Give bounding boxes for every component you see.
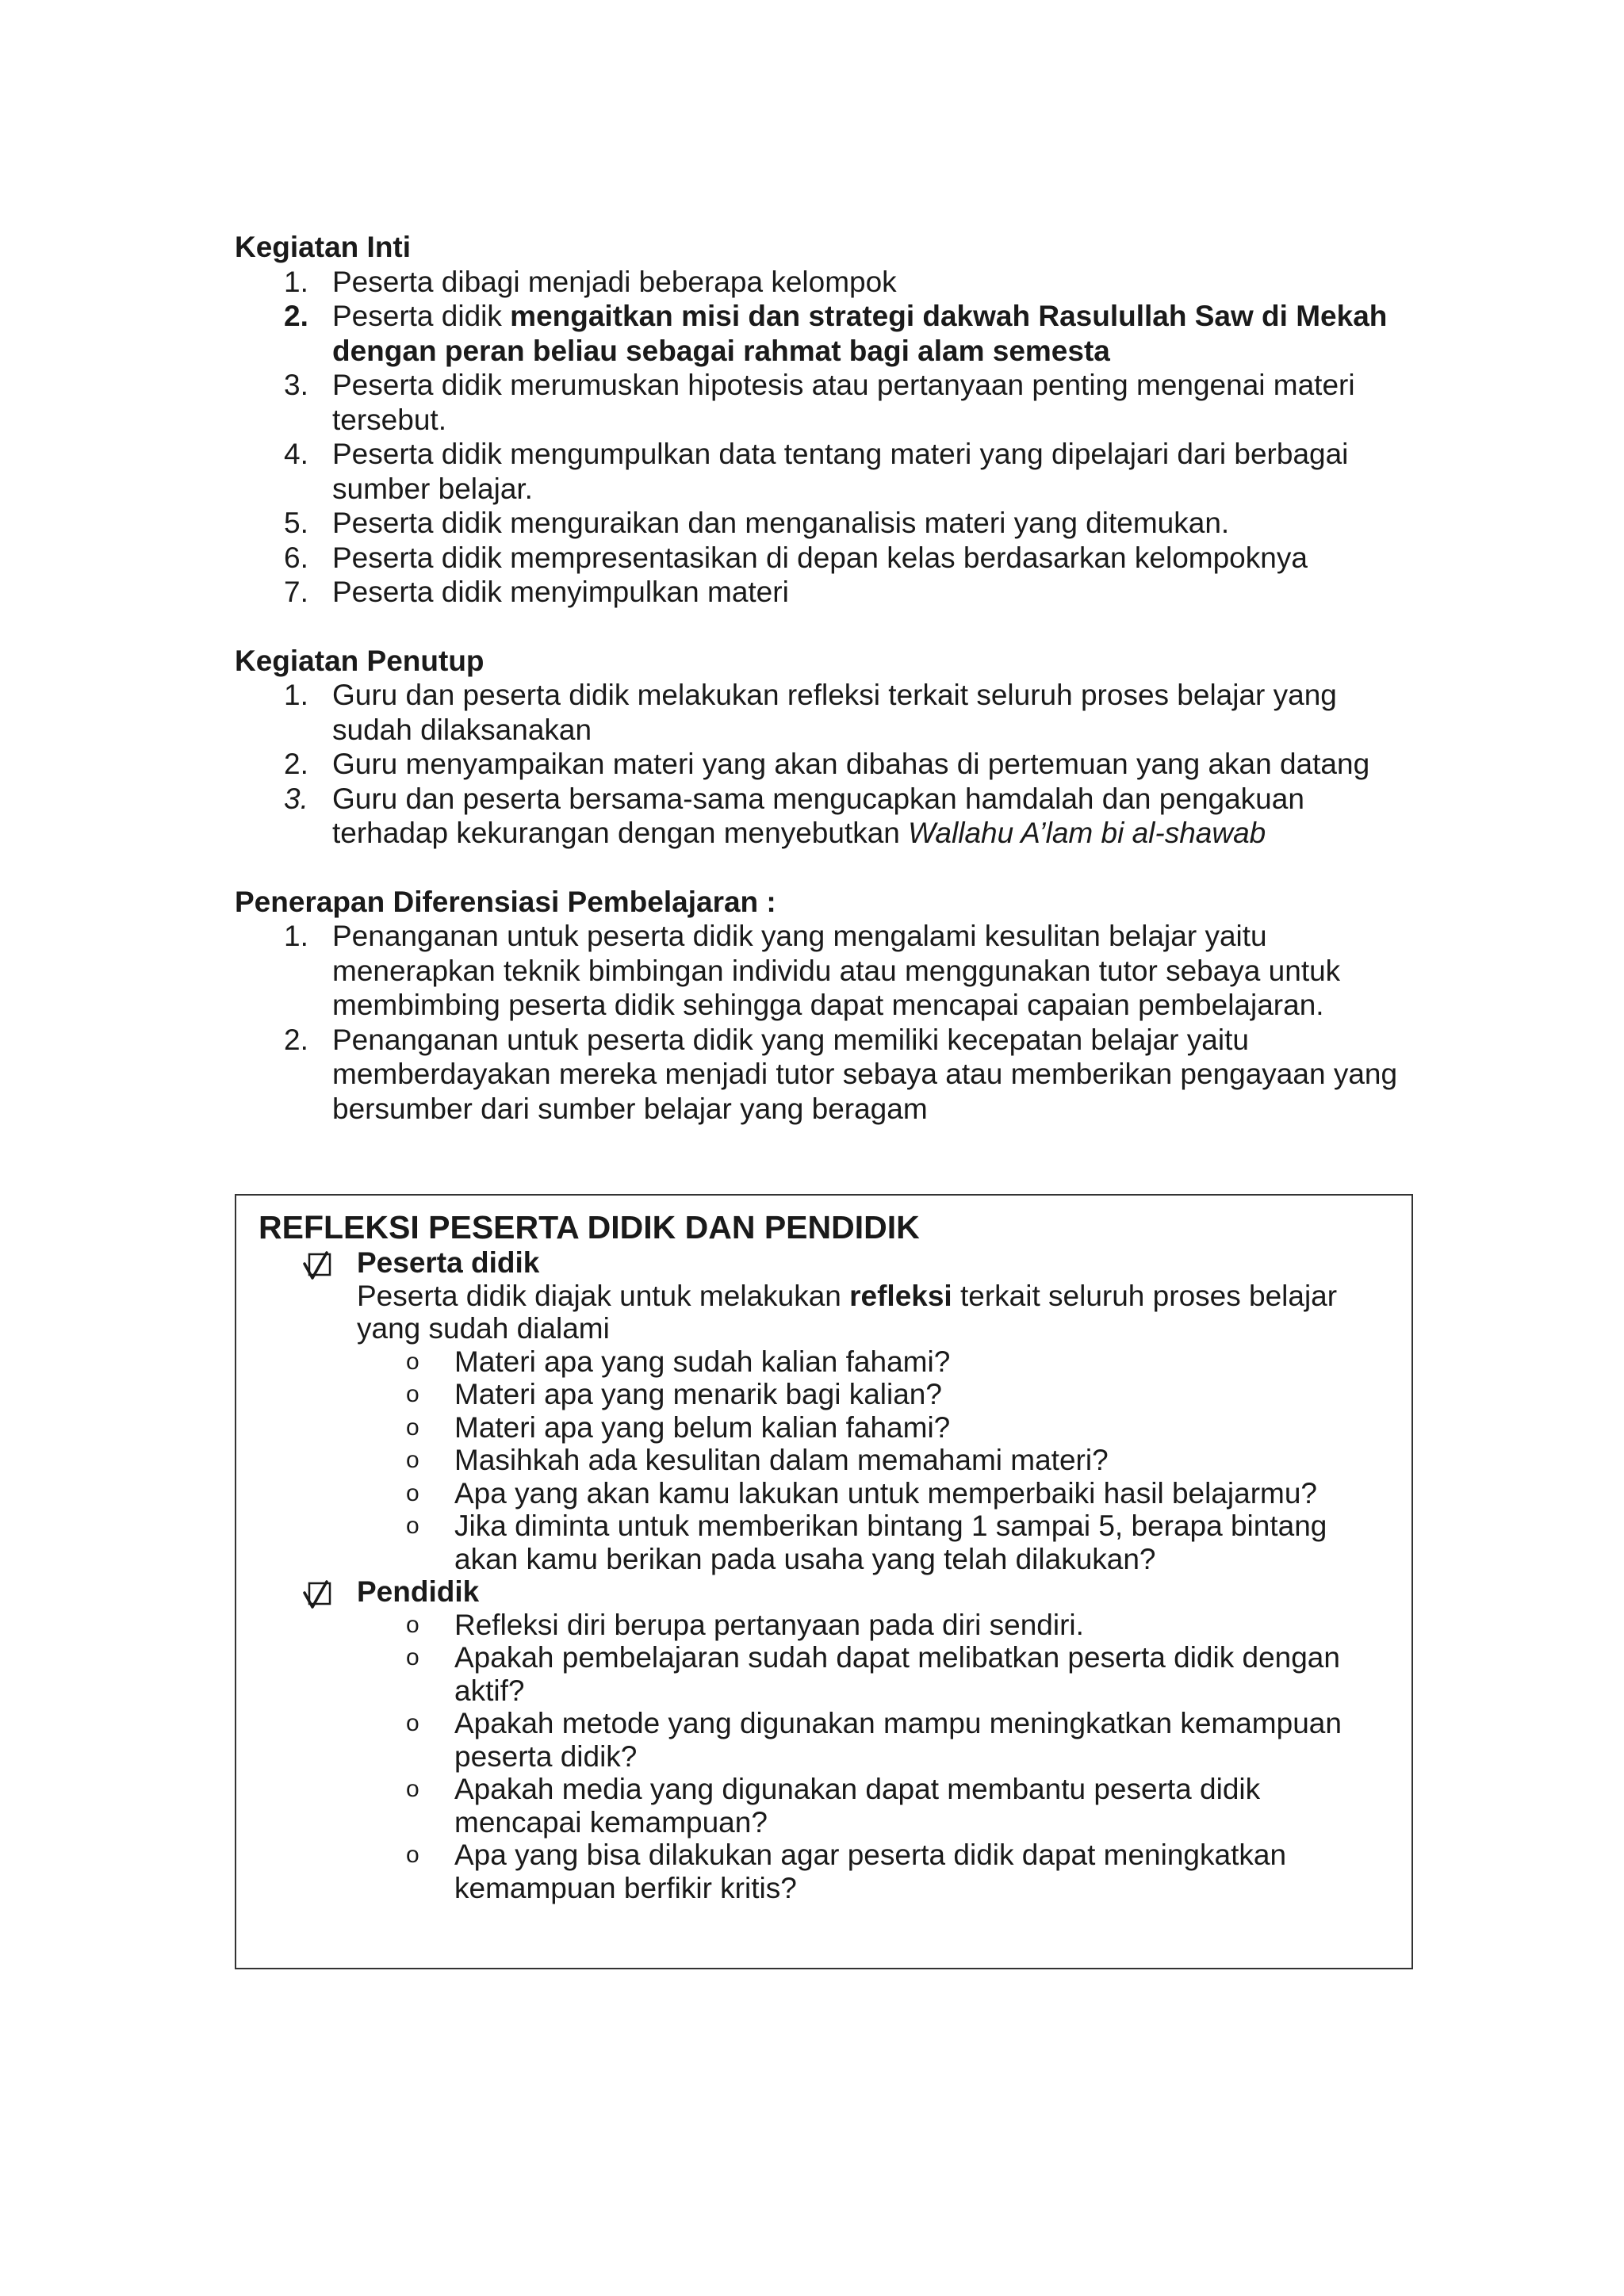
pendidik-label: Pendidik	[357, 1575, 480, 1608]
item-text: Peserta dibagi menjadi beberapa kelompok	[332, 265, 897, 298]
section-title-kegiatan-inti: Kegiatan Inti	[235, 231, 412, 263]
item-text: Guru dan peserta didik melakukan refleksi terkait seluruh proses belajar yang sudah dilaksanakan	[332, 679, 1337, 746]
question-text: Apakah pembelajaran sudah dapat melibatkan peserta didik dengan aktif?	[454, 1641, 1340, 1707]
item-number: 3.	[284, 782, 308, 815]
list-item	[235, 368, 1424, 437]
list-item	[236, 1707, 1411, 1773]
item-text: Peserta didik menyimpulkan materi	[332, 576, 789, 608]
bullet-circle: o	[406, 1447, 419, 1473]
bullet-circle: o	[406, 1644, 419, 1670]
item-text: Peserta didik mempresentasikan di depan kelas berdasarkan kelompoknya	[332, 541, 1308, 574]
bullet-circle: o	[406, 1710, 419, 1736]
desc-text-bold: refleksi	[849, 1279, 952, 1312]
list-item	[235, 575, 1424, 610]
question-text: Apakah media yang digunakan dapat membantu peserta didik mencapai kemampuan?	[454, 1773, 1261, 1839]
list-item	[235, 265, 1424, 300]
list-item	[235, 437, 1424, 506]
refleksi-title: REFLEKSI PESERTA DIDIK DAN PENDIDIK	[259, 1209, 920, 1246]
list-item	[236, 1839, 1411, 1904]
desc-text: Peserta didik diajak untuk melakukan	[357, 1279, 850, 1312]
section-title-kegiatan-penutup: Kegiatan Penutup	[235, 644, 485, 677]
list-item	[235, 506, 1424, 541]
item-number: 2.	[284, 748, 308, 780]
item-number: 2.	[284, 300, 308, 332]
bullet-circle: o	[406, 1842, 419, 1868]
pendidik-section	[236, 1575, 1411, 1609]
list-item	[235, 747, 1424, 782]
item-text: Guru menyampaikan materi yang akan dibahas di pertemuan yang akan datang	[332, 748, 1370, 780]
list-item	[235, 1023, 1424, 1127]
item-number: 3.	[284, 369, 308, 401]
item-number: 4.	[284, 438, 308, 470]
bullet-circle: o	[406, 1513, 419, 1539]
item-text: Guru dan peserta bersama-sama mengucapkan hamdalah dan pengakuan terhadap kekurangan dengan menyebutkan	[332, 782, 1304, 849]
list-item	[236, 1773, 1411, 1839]
list-item	[236, 1510, 1411, 1575]
item-number: 6.	[284, 541, 308, 574]
checkbox-checked-icon	[303, 1249, 335, 1281]
pendidik-questions-list	[236, 1609, 1411, 1905]
list-item	[235, 919, 1424, 1023]
checkbox-checked-icon	[303, 1578, 335, 1610]
item-text: Peserta didik merumuskan hipotesis atau pertanyaan penting mengenai materi tersebut.	[332, 369, 1355, 436]
item-text: Penanganan untuk peserta didik yang memiliki kecepatan belajar yaitu memberdayakan mereka menjadi tutor sebaya atau memberikan pengayaan yang bersumber dari sumber belajar yang beragam	[332, 1023, 1398, 1125]
item-number: 2.	[284, 1023, 308, 1056]
kegiatan-penutup-list	[235, 678, 1424, 851]
list-item	[235, 782, 1424, 851]
list-item	[236, 1477, 1411, 1510]
document-page	[235, 230, 1424, 1126]
item-text: Penanganan untuk peserta didik yang mengalami kesulitan belajar yaitu menerapkan teknik bimbingan individu atau menggunakan tutor sebaya untuk membimbing peserta didik sehingga dapat mencapai capaian pembelajaran.	[332, 920, 1341, 1021]
item-text-italic: Wallahu A’lam bi al-shawab	[908, 817, 1266, 849]
question-text: Materi apa yang belum kalian fahami?	[454, 1410, 951, 1444]
question-text: Refleksi diri berupa pertanyaan pada diri sendiri.	[454, 1608, 1084, 1641]
item-text: Peserta didik mengumpulkan data tentang materi yang dipelajari dari berbagai sumber belajar.	[332, 438, 1349, 505]
list-item	[236, 1641, 1411, 1707]
bullet-circle: o	[406, 1776, 419, 1802]
item-number: 7.	[284, 576, 308, 608]
refleksi-box	[235, 1194, 1413, 1969]
item-number: 1.	[284, 679, 308, 711]
question-text: Materi apa yang sudah kalian fahami?	[454, 1345, 951, 1378]
item-text-bold: mengaitkan misi dan strategi dakwah Rasulullah Saw di Mekah dengan peran beliau sebagai rahmat bagi alam semesta	[332, 300, 1388, 367]
bullet-circle: o	[406, 1479, 419, 1506]
desc-text: terkait seluruh proses belajar yang sudah dialami	[357, 1279, 1338, 1345]
list-item	[236, 1411, 1411, 1445]
peserta-didik-desc	[357, 1280, 1411, 1345]
list-item	[235, 299, 1424, 368]
item-number: 1.	[284, 265, 308, 298]
question-text: Masihkah ada kesulitan dalam memahami materi?	[454, 1444, 1109, 1476]
peserta-didik-section	[236, 1246, 1411, 1345]
item-number: 5.	[284, 507, 308, 539]
bullet-circle: o	[406, 1611, 419, 1638]
list-item	[235, 541, 1424, 576]
bullet-circle: o	[406, 1348, 419, 1375]
peserta-questions-list	[236, 1345, 1411, 1576]
refleksi-body	[236, 1246, 1411, 1904]
peserta-didik-label: Peserta didik	[357, 1246, 540, 1279]
kegiatan-inti-list	[235, 265, 1424, 610]
question-text: Materi apa yang menarik bagi kalian?	[454, 1378, 942, 1410]
bullet-circle: o	[406, 1381, 419, 1407]
list-item	[236, 1345, 1411, 1379]
question-text: Apakah metode yang digunakan mampu meningkatkan kemampuan peserta didik?	[454, 1707, 1342, 1773]
question-text: Apa yang bisa dilakukan agar peserta didik dapat meningkatkan kemampuan berfikir kritis?	[454, 1839, 1287, 1904]
question-text: Jika diminta untuk memberikan bintang 1 sampai 5, berapa bintang akan kamu berikan pada usaha yang telah dilakukan?	[454, 1510, 1327, 1575]
item-text: Peserta didik menguraikan dan menganalisis materi yang ditemukan.	[332, 507, 1230, 539]
section-title-diferensiasi: Penerapan Diferensiasi Pembelajaran :	[235, 885, 776, 918]
spacer	[235, 851, 1424, 885]
item-number: 1.	[284, 920, 308, 952]
list-item	[236, 1609, 1411, 1642]
bullet-circle: o	[406, 1414, 419, 1441]
item-text: Peserta didik	[332, 300, 511, 332]
list-item	[236, 1378, 1411, 1411]
list-item	[235, 678, 1424, 747]
spacer	[235, 610, 1424, 644]
list-item	[236, 1444, 1411, 1477]
diferensiasi-list	[235, 919, 1424, 1126]
question-text: Apa yang akan kamu lakukan untuk memperbaiki hasil belajarmu?	[454, 1476, 1317, 1510]
